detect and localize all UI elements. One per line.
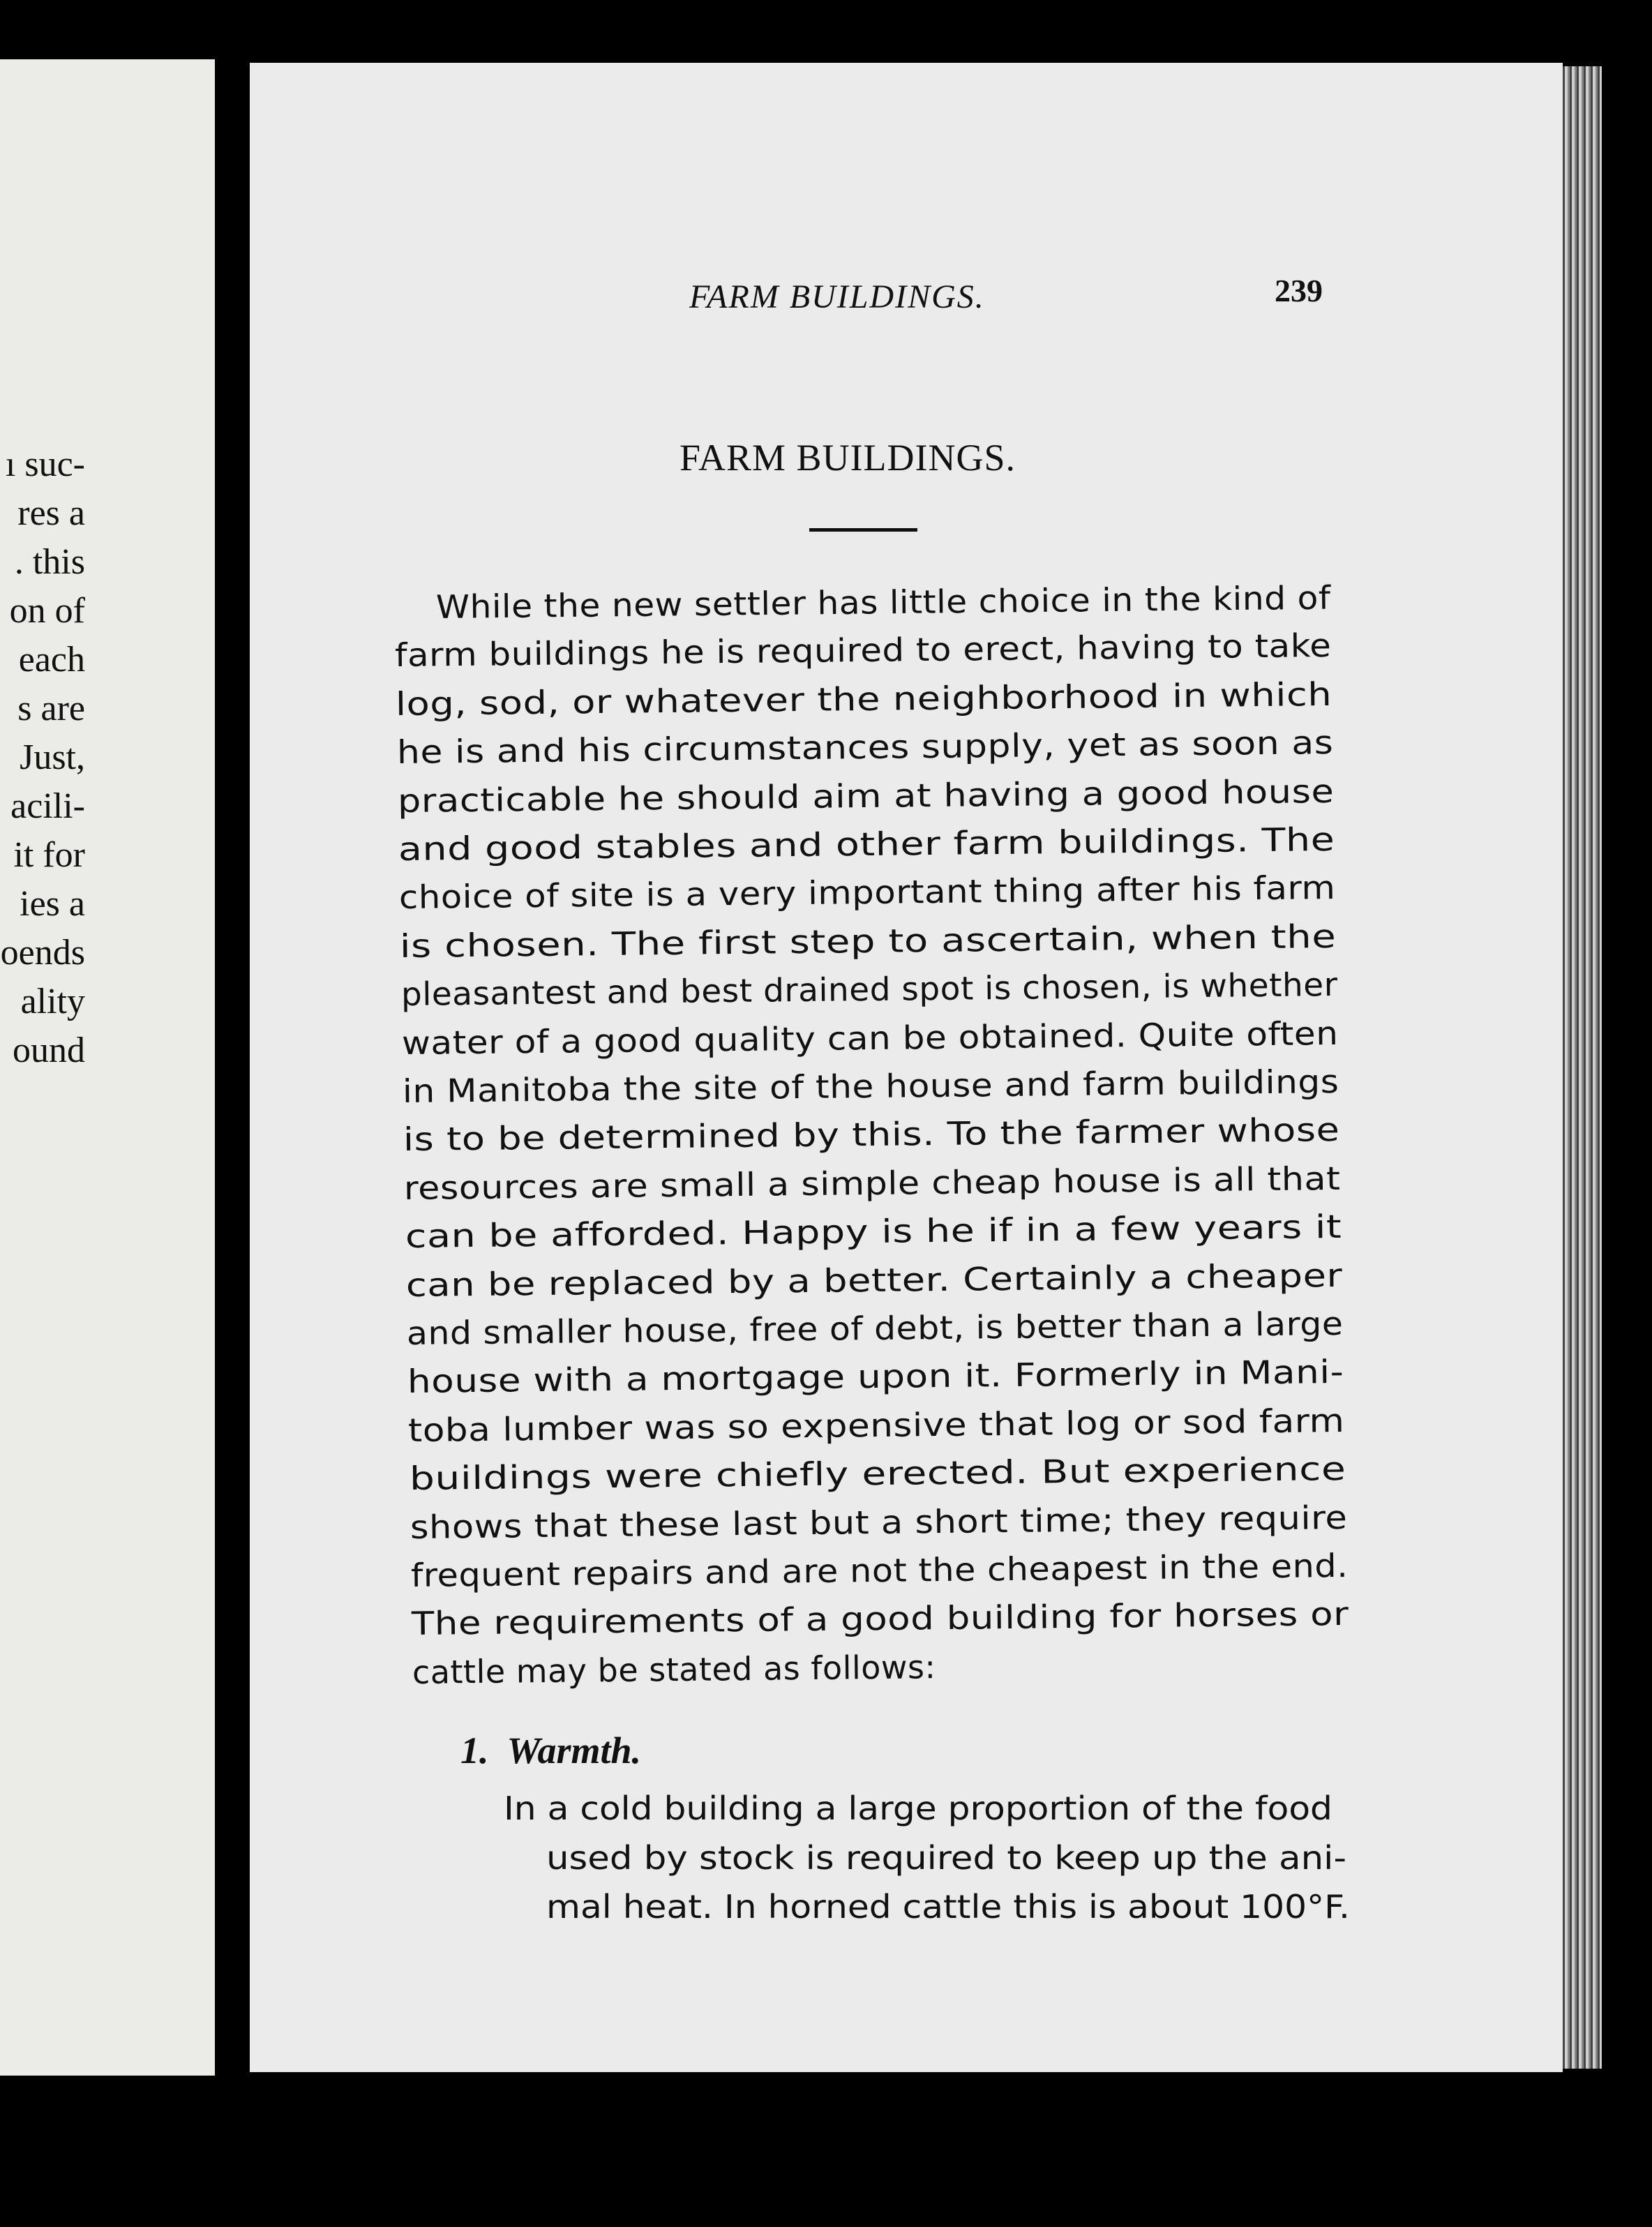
paragraph-line: frequent repairs and are not the cheapest in the end. <box>410 1546 1349 1594</box>
paragraph-line: practicable he should aim at having a good house <box>397 772 1335 820</box>
section-line: mal heat. In horned cattle this is about 100°F. <box>546 1888 1351 1926</box>
running-head: FARM BUILDINGS. <box>689 278 985 315</box>
book-gutter <box>215 59 250 2076</box>
facing-page-left <box>0 59 215 2076</box>
paragraph-line: and smaller house, free of debt, is better than a large <box>406 1304 1344 1352</box>
facing-page-fragment: oends <box>0 933 85 973</box>
paragraph-line: water of a good quality can be obtained. Quite often <box>401 1014 1339 1062</box>
facing-page-fragment: each <box>18 640 85 680</box>
paragraph-line: The requirements of a good building for horses or <box>411 1595 1349 1643</box>
paragraph-line: and good stables and other farm buildings. The <box>398 820 1335 868</box>
facing-page-fragment: s are <box>17 689 85 728</box>
page-edges <box>1563 66 1602 2069</box>
paragraph-line: toba lumber was so expensive that log or sod farm <box>408 1401 1346 1449</box>
facing-page-fragment: on of <box>9 591 85 631</box>
paragraph-line: log, sod, or whatever the neighborhood in which <box>396 675 1332 723</box>
section-number: 1. <box>460 1730 489 1771</box>
paragraph-line: is to be determined by this. To the farmer whose <box>403 1111 1340 1159</box>
page-number: 239 <box>1275 273 1323 308</box>
facing-page-fragment: it for <box>13 835 85 875</box>
chapter-title: FARM BUILDINGS. <box>679 437 1016 479</box>
title-rule <box>809 528 917 532</box>
paragraph-line: cattle may be stated as follows: <box>412 1647 937 1691</box>
paragraph-line: While the new settler has little choice in the kind of <box>435 578 1331 626</box>
paragraph-line: choice of site is a very important thing after his farm <box>398 869 1336 917</box>
section-line: In a cold building a large proportion of the food <box>504 1790 1332 1827</box>
facing-page-fragment: ı suc- <box>5 444 85 484</box>
paragraph-line: in Manitoba the site of the house and farm buildings <box>402 1062 1339 1110</box>
facing-page-fragment: acili- <box>10 786 85 826</box>
paragraph-line: he is and his circumstances supply, yet as soon as <box>396 723 1334 772</box>
facing-page-fragment: res a <box>17 493 85 533</box>
section-heading <box>460 1729 641 1772</box>
facing-page-fragment: ality <box>20 982 85 1021</box>
paragraph-line: is chosen. The first step to ascertain, when the <box>400 917 1337 965</box>
facing-page-fragment: Just, <box>20 737 85 777</box>
paragraph-line: can be replaced by a better. Certainly a cheaper <box>405 1256 1343 1304</box>
paragraph-line: shows that these last but a short time; they require <box>410 1498 1348 1546</box>
paragraph-line: can be afforded. Happy is he if in a few years it <box>405 1208 1342 1256</box>
section-line: used by stock is required to keep up the ani- <box>546 1839 1346 1877</box>
section-title: Warmth. <box>506 1730 642 1771</box>
paragraph-line: buildings were chiefly erected. But experience <box>409 1450 1346 1498</box>
paragraph-line: pleasantest and best drained spot is chosen, is whether <box>400 966 1338 1014</box>
paragraph-line: house with a mortgage upon it. Formerly in Mani- <box>407 1353 1344 1401</box>
facing-page-fragment: . this <box>14 542 85 582</box>
paragraph-line: farm buildings he is required to erect, having to take <box>394 627 1332 675</box>
facing-page-fragment: ound <box>13 1030 85 1070</box>
paragraph-line: resources are small a simple cheap house is all that <box>404 1159 1342 1207</box>
facing-page-fragment: ies a <box>20 884 85 924</box>
